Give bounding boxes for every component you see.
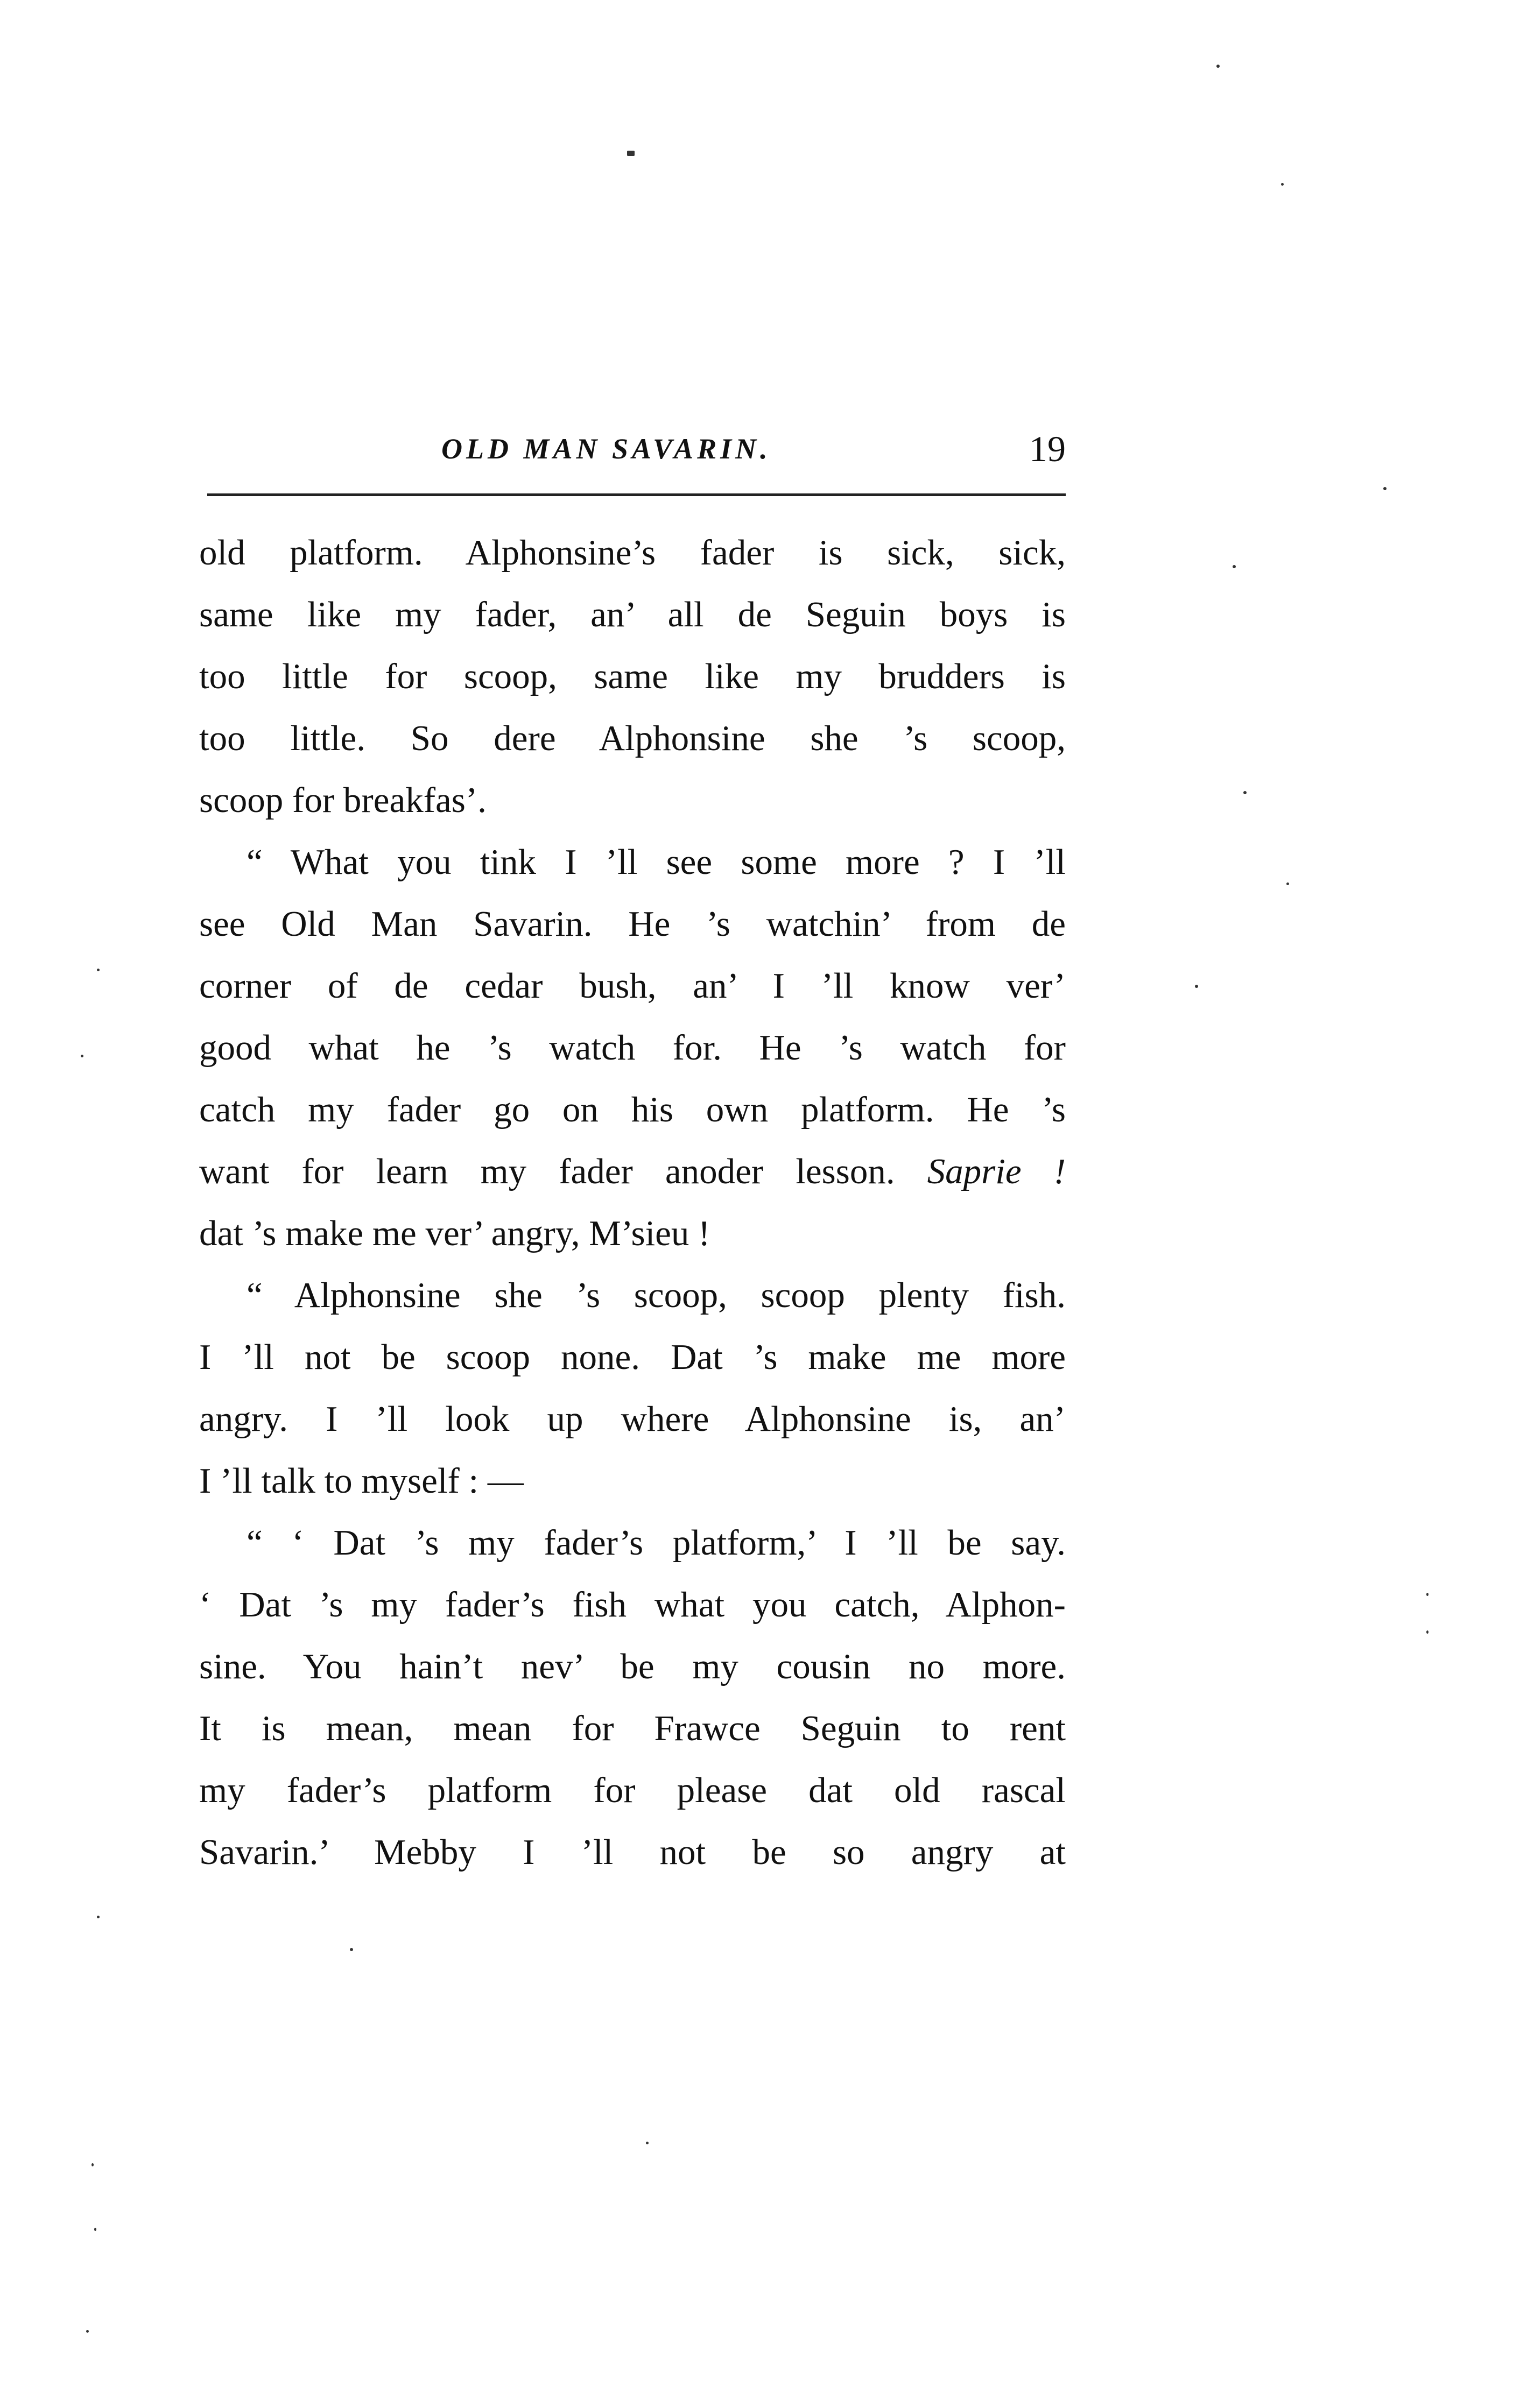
header-rule bbox=[207, 493, 1066, 496]
text-line: “ What you tink I ’ll see some more ? I ’ll bbox=[247, 842, 1066, 882]
text-line: sine. You hain’t nev’ be my cousin no more. bbox=[199, 1647, 1066, 1686]
text-line: I ’ll talk to myself : — bbox=[199, 1461, 524, 1501]
text-line: see Old Man Savarin. He ’s watchin’ from de bbox=[199, 904, 1066, 944]
body-text bbox=[199, 522, 1066, 1883]
text-line: my fader’s platform for please dat old rascal bbox=[199, 1770, 1066, 1810]
text-line: too little for scoop, same like my brudders is bbox=[199, 656, 1066, 696]
text-line: ‘ Dat ’s my fader’s fish what you catch, Alphon- bbox=[199, 1585, 1066, 1625]
text-line-roman: want for learn my fader anoder lesson. bbox=[199, 1152, 895, 1191]
text-line: too little. So dere Alphonsine she ’s scoop, bbox=[199, 718, 1066, 758]
page-number: 19 bbox=[1029, 428, 1066, 469]
text-line: old platform. Alphonsine’s fader is sick, sick, bbox=[199, 533, 1066, 573]
text-line: corner of de cedar bush, an’ I ’ll know ver’ bbox=[199, 966, 1066, 1006]
text-line: Savarin.’ Mebby I ’ll not be so angry at bbox=[199, 1832, 1066, 1872]
page-header bbox=[199, 428, 1066, 476]
text-line: “ Alphonsine she ’s scoop, scoop plenty fish. bbox=[247, 1275, 1066, 1315]
text-line: same like my fader, an’ all de Seguin boys is bbox=[199, 595, 1066, 634]
text-line: angry. I ’ll look up where Alphonsine is, an’ bbox=[199, 1399, 1066, 1439]
text-line: scoop for breakfas’. bbox=[199, 780, 487, 820]
text-line-italic: Saprie ! bbox=[927, 1152, 1066, 1191]
text-line bbox=[199, 1141, 1066, 1203]
text-line: It is mean, mean for Frawce Seguin to rent bbox=[199, 1708, 1066, 1748]
text-line: “ ‘ Dat ’s my fader’s platform,’ I ’ll be say. bbox=[247, 1523, 1066, 1563]
text-line: dat ’s make me ver’ angry, M’sieu ! bbox=[199, 1213, 710, 1253]
text-line: good what he ’s watch for. He ’s watch for bbox=[199, 1028, 1066, 1068]
text-line: catch my fader go on his own platform. He ’s bbox=[199, 1090, 1066, 1129]
text-line: I ’ll not be scoop none. Dat ’s make me more bbox=[199, 1337, 1066, 1377]
running-head: OLD MAN SAVARIN. bbox=[441, 433, 771, 465]
